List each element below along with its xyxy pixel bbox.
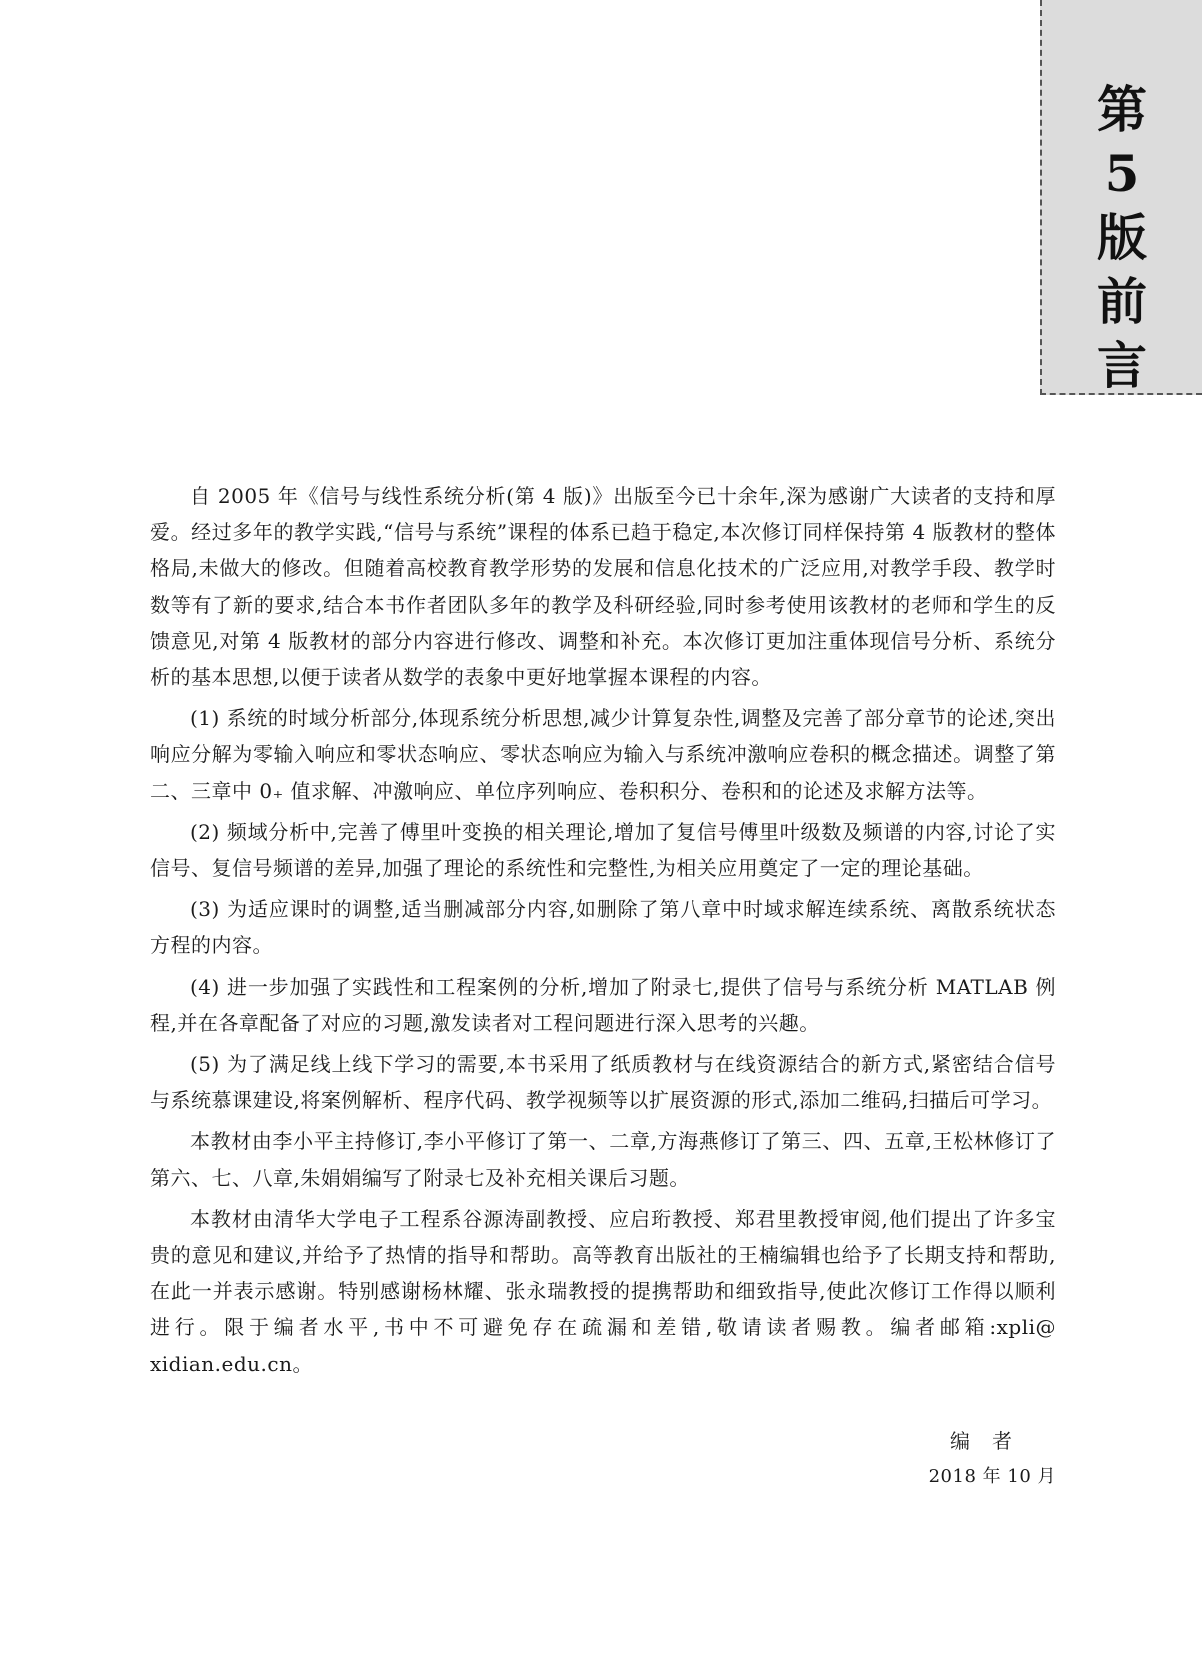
signature-date: 2018 年 10 月	[928, 1466, 1056, 1487]
side-tab-char: 第	[1097, 80, 1147, 139]
paragraph-intro: 自 2005 年《信号与线性系统分析(第 4 版)》出版至今已十余年,深为感谢广大读者的支持和厚爱。经过多年的教学实践,“信号与系统”课程的体系已趋于稳定,本次修订同样保持第 4 版教材的整体格局,未做大的修改。但随着高校教育教学形势的发展和信息化技术的广泛应用,对教学手段、教学时数等有了新的要求,结合本书作者团队多年的教学及科研经验,同时参考使用该教材的老师和学生的反馈意见,对第 4 版教材的部分内容进行修改、调整和补充。本次修订更加注重体现信号分析、系统分析的基本思想,以便于读者从数学的表象中更好地掌握本课程的内容。	[150, 484, 1056, 690]
side-tab-char: 言	[1097, 336, 1147, 395]
paragraph-item-2: (2) 频域分析中,完善了傅里叶变换的相关理论,增加了复信号傅里叶级数及频谱的内容,讨论了实信号、复信号频谱的差异,加强了理论的系统性和完整性,为相关应用奠定了一定的理论基础。	[150, 819, 1056, 881]
paragraph-item-3: (3) 为适应课时的调整,适当删减部分内容,如删除了第八章中时域求解连续系统、离散系统状态方程的内容。	[150, 897, 1056, 958]
side-tab-title	[1042, 78, 1202, 398]
signature-block	[880, 1425, 1056, 1493]
side-tab-char: 5	[1104, 144, 1140, 203]
paragraph-acknowledgements: 本教材由清华大学电子工程系谷源涛副教授、应启珩教授、郑君里教授审阅,他们提出了许多宝贵的意见和建议,并给予了热情的指导和帮助。高等教育出版社的王楠编辑也给予了长期支持和帮助,在此一并表示感谢。特别感谢杨林耀、张永瑞教授的提携帮助和细致指导,使此次修订工作得以顺利进行。限于编者水平,书中不可避免存在疏漏和差错,敬请读者赐教。编者邮箱:xpli@ xidian.edu.cn。	[150, 1206, 1056, 1376]
preface-body	[150, 478, 1056, 1387]
chapter-side-tab	[1040, 0, 1202, 395]
paragraph-item-5: (5) 为了满足线上线下学习的需要,本书采用了纸质教材与在线资源结合的新方式,紧密结合信号与系统慕课建设,将案例解析、程序代码、教学视频等以扩展资源的形式,添加二维码,扫描后可学习。	[150, 1052, 1056, 1113]
signature-author: 编者	[950, 1429, 1034, 1453]
side-tab-char: 版	[1097, 208, 1147, 267]
paragraph-authors: 本教材由李小平主持修订,李小平修订了第一、二章,方海燕修订了第三、四、五章,王松林修订了第六、七、八章,朱娟娟编写了附录七及补充相关课后习题。	[150, 1129, 1056, 1190]
paragraph-item-4: (4) 进一步加强了实践性和工程案例的分析,增加了附录七,提供了信号与系统分析 MATLAB 例程,并在各章配备了对应的习题,激发读者对工程问题进行深入思考的兴趣。	[150, 974, 1056, 1035]
paragraph-item-1: (1) 系统的时域分析部分,体现系统分析思想,减少计算复杂性,调整及完善了部分章节的论述,突出响应分解为零输入响应和零状态响应、零状态响应为输入与系统冲激响应卷积的概念描述。调整了第二、三章中 0₊ 值求解、冲激响应、单位序列响应、卷积积分、卷积和的论述及求解方法等。	[150, 706, 1056, 803]
side-tab-char: 前	[1097, 272, 1147, 331]
